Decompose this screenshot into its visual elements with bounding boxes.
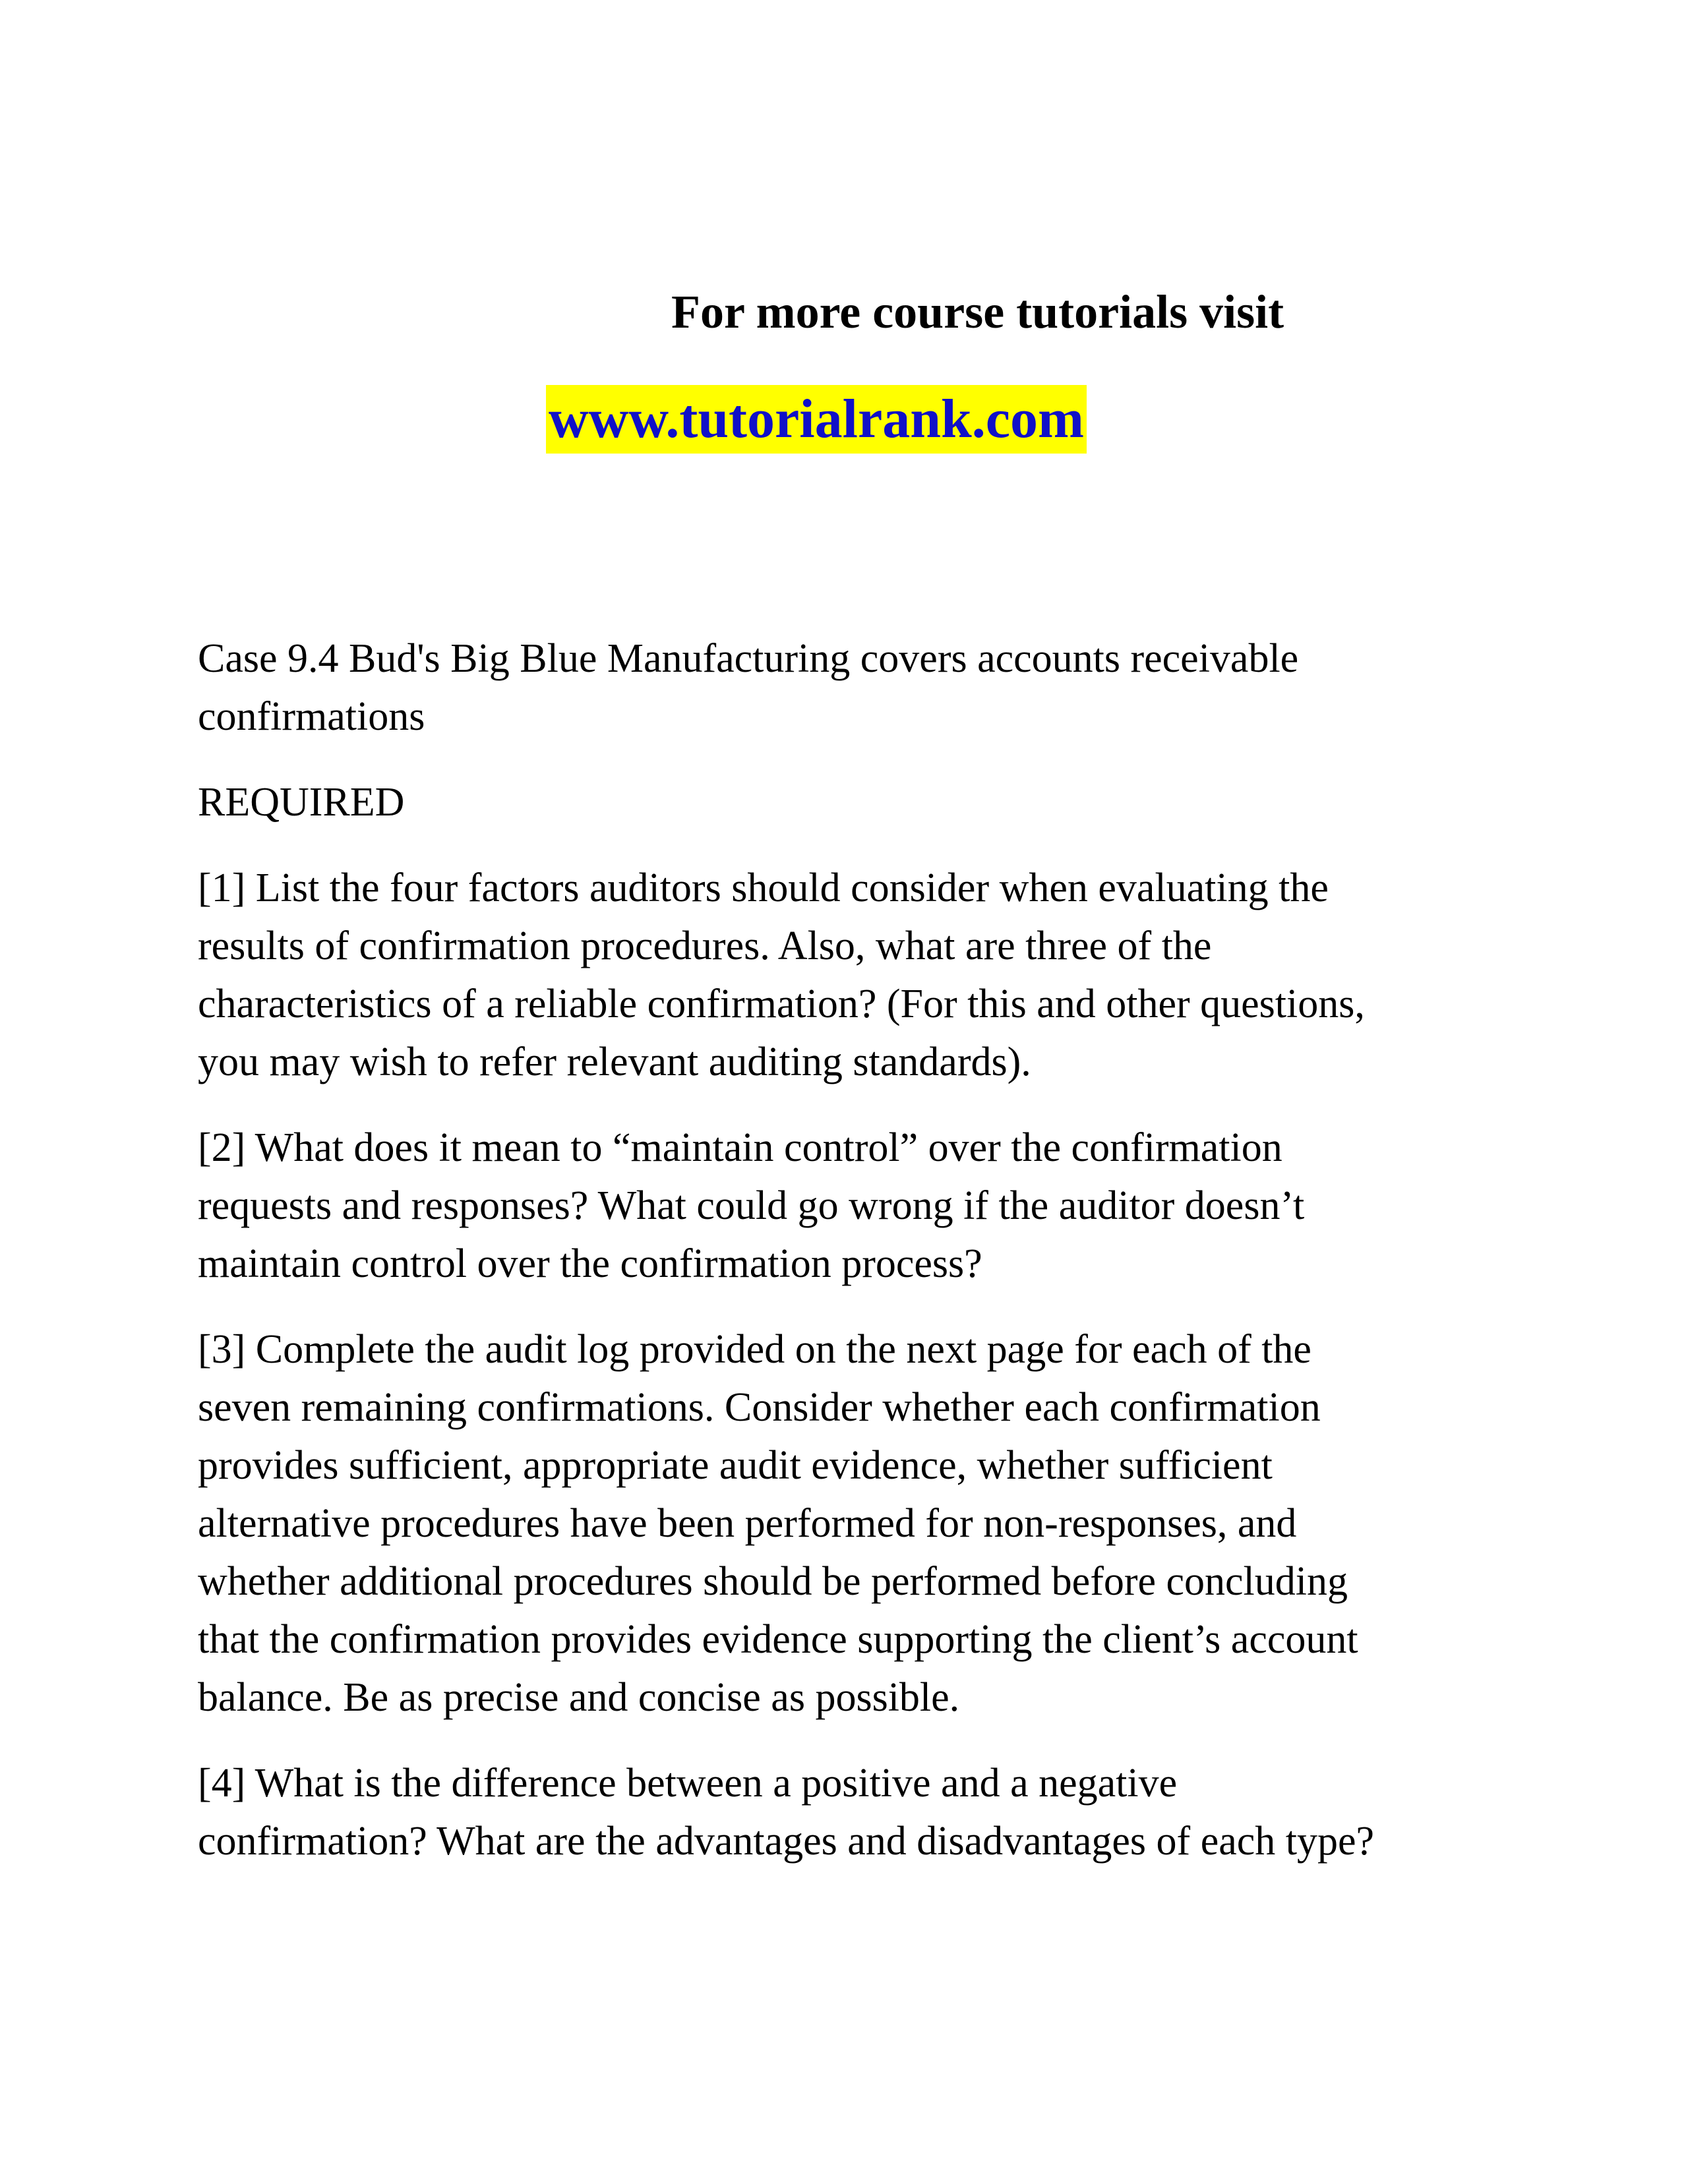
question-line: provides sufficient, appropriate audit evidence, whether sufficient — [198, 1443, 1273, 1488]
question-line: [2] What does it mean to “maintain control” over the confirmation — [198, 1125, 1282, 1170]
question-line: [1] List the four factors auditors should consider when evaluating the — [198, 866, 1329, 910]
question-line: seven remaining confirmations. Consider whether each confirmation — [198, 1385, 1321, 1430]
question-line: characteristics of a reliable confirmation? (For this and other questions, — [198, 982, 1365, 1026]
question-line: maintain control over the confirmation process? — [198, 1241, 982, 1286]
question-line: confirmation? What are the advantages and disadvantages of each type? — [198, 1819, 1375, 1864]
question-4 — [198, 1754, 1490, 1870]
question-line: balance. Be as precise and concise as possible. — [198, 1675, 960, 1720]
question-line: alternative procedures have been performed for non-responses, and — [198, 1501, 1297, 1546]
required-heading: REQUIRED — [198, 780, 405, 825]
question-3 — [198, 1320, 1490, 1727]
case-intro — [198, 630, 1490, 746]
question-line: you may wish to refer relevant auditing standards). — [198, 1040, 1031, 1084]
document-body — [198, 630, 1490, 1898]
case-intro-line: confirmations — [198, 694, 425, 739]
tutorial-site-link[interactable]: www.tutorialrank.com — [546, 385, 1087, 454]
question-line: [3] Complete the audit log provided on the next page for each of the — [198, 1327, 1311, 1372]
question-line: results of confirmation procedures. Also, what are three of the — [198, 924, 1212, 968]
question-line: requests and responses? What could go wrong if the auditor doesn’t — [198, 1183, 1305, 1228]
question-1 — [198, 859, 1490, 1091]
header-heading: For more course tutorials visit — [671, 285, 1284, 338]
question-line: whether additional procedures should be performed before concluding — [198, 1559, 1348, 1604]
case-intro-line: Case 9.4 Bud's Big Blue Manufacturing covers accounts receivable — [198, 636, 1299, 681]
question-line: that the confirmation provides evidence supporting the client’s account — [198, 1617, 1358, 1662]
question-2 — [198, 1119, 1490, 1293]
question-line: [4] What is the difference between a positive and a negative — [198, 1761, 1178, 1806]
